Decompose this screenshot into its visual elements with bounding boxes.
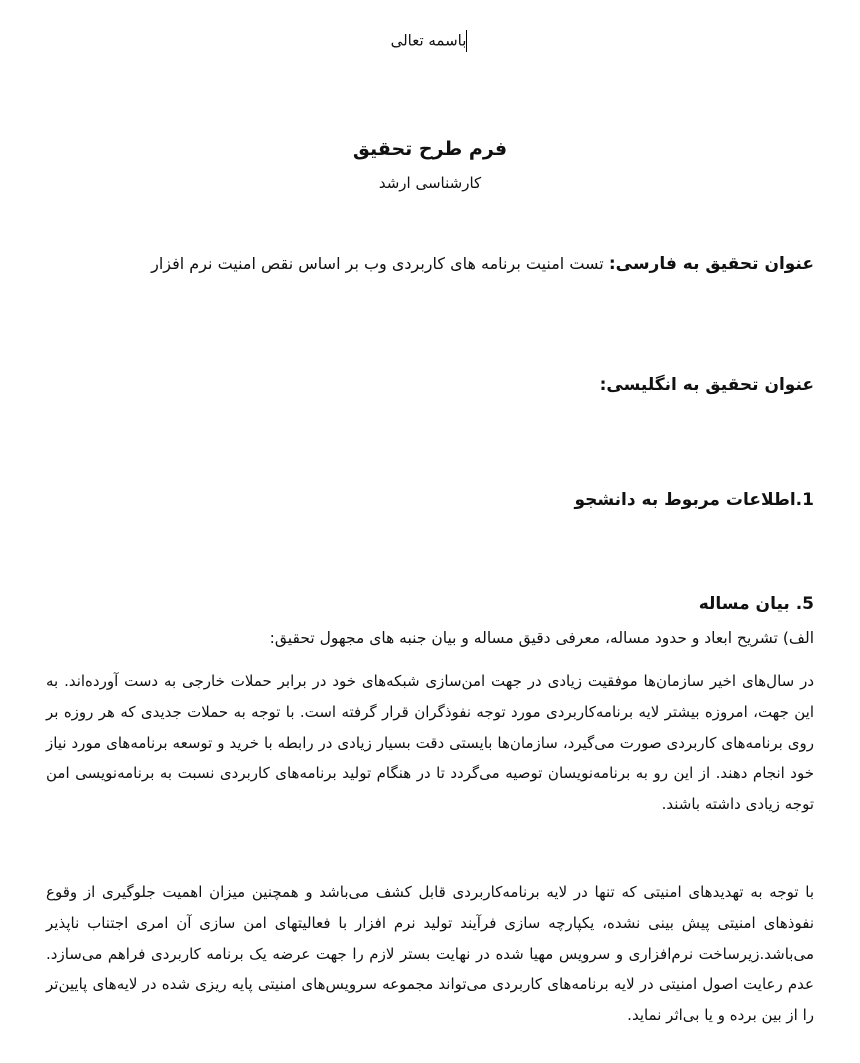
persian-title-label: عنوان تحقیق به فارسی: <box>608 254 814 274</box>
english-title-field <box>46 372 814 398</box>
blessing-text: باسمه تعالی <box>390 31 467 50</box>
persian-title-field <box>46 251 814 277</box>
body-paragraph-2: با توجه به تهدیدهای امنیتی که تنها در لایه برنامه‌کاربردی قابل کشف می‌باشد و همچنین میزان اهمیت جلوگیری از وقوع نفوذهای امنیتی پیش بینی نشده، یکپارچه سازی فرآیند تولید نرم افزار با فعالیتهای امن سازی آن امری اجتناب ناپذیر می‌باشد.زیرساخت نرم‌افزاری و سرویس مهیا شده در نهایت بستر لازم را جهت عرضه یک برنامه کاربردی فراهم می‌سازد. عدم رعایت اصول امنیتی در لایه برنامه‌های کاربردی می‌تواند مجموعه سرویس‌های امنیتی پایه ریزی شده در لایه‌های پایین‌تر را از بین برده و یا بی‌اثر نماید. <box>46 883 814 1025</box>
form-subtitle: کارشناسی ارشد <box>378 174 482 192</box>
text-cursor <box>466 30 467 52</box>
body-paragraph-1: در سال‌های اخیر سازمان‌ها موفقیت زیادی در جهت امن‌سازی شبکه‌های خود در برابر حملات خارجی به دست آورده‌اند. به این جهت، امروزه بیشتر لایه برنامه‌کاربردی مورد توجه نفوذگران قرار گرفته است. با توجه به حملات جدیدی که هر روزه بر روی برنامه‌های کاربردی صورت می‌گیرد، سازمان‌ها بایستی دقت بسیار زیادی در رابطه با خرید و توسعه برنامه‌های مورد نیاز خود انجام دهند. از این رو به برنامه‌نویسان توصیه می‌گردد تا در هنگام تولید برنامه‌های کاربردی نسبت به برنامه‌نویسی امن توجه زیادی داشته باشند. <box>46 672 814 814</box>
form-title: فرم طرح تحقیق <box>352 138 508 160</box>
english-title-label: عنوان تحقیق به انگلیسی: <box>599 375 814 395</box>
section-5-subpoint: الف) تشریح ابعاد و حدود مساله، معرفی دقیق مساله و بیان جنبه های مجهول تحقیق: <box>269 629 814 647</box>
blessing-line <box>0 30 860 52</box>
section-5-heading: 5. بیان مساله <box>698 594 814 614</box>
persian-title-value: تست امنیت برنامه های کاربردی وب بر اساس نقص امنیت نرم افزار <box>151 254 609 273</box>
section-1-heading: 1.اطلاعات مربوط به دانشجو <box>574 490 814 510</box>
